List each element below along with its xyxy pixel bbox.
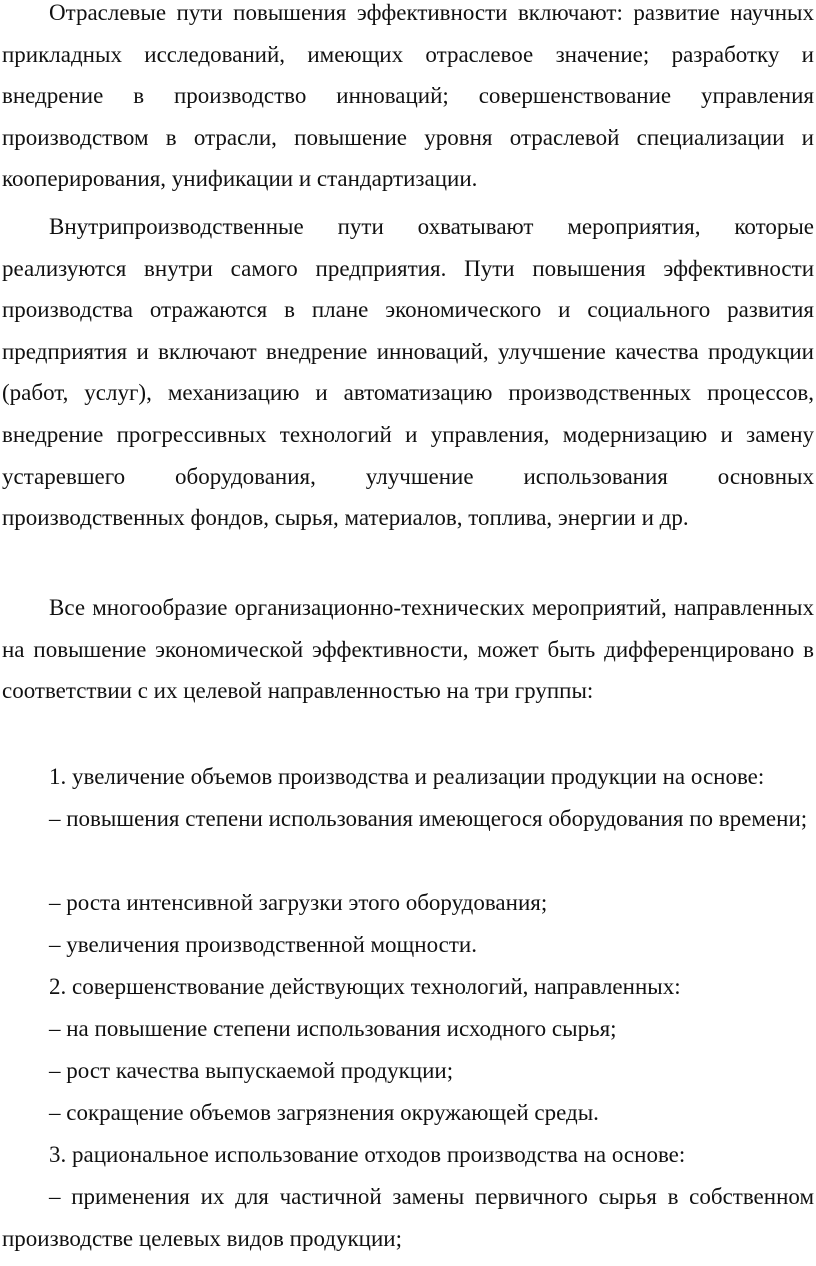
group-3-item: – применения их для частичной замены первичного сырья в собственном производстве целевых видов продукции; [2,1184,814,1251]
paragraph-internal-ways: Внутрипроизводственные пути охватывают мероприятия, которые реализуются внутри самого предприятия. Пути повышения эффективности производства отражаются в плане экономического и социального развития предприятия и включают внедрение инноваций, улучшение качества продукции (работ, услуг), механизацию и автоматизацию производственных процессов, внедрение прогрессивных технологий и управления, модернизацию и замену устаревшего оборудования, улучшение использования основных производственных фондов, сырья, материалов, топлива, энергии и др. [2,214,814,531]
group-1-item: – повышения степени использования имеющегося оборудования по времени; [49,806,808,831]
group-2-item: – на повышение степени использования исходного сырья; [49,1016,617,1041]
group-1-item: – увеличения производственной мощности. [49,932,477,957]
paragraph-industry-ways: Отраслевые пути повышения эффективности включают: развитие научных прикладных исследований, имеющих отраслевое значение; разработку и внедрение в производство инноваций; совершенствование управления производством в отрасли, повышение уровня отраслевой специализации и кооперирования, унификации и стандартизации. [2,0,814,192]
group-2-item: – рост качества выпускаемой продукции; [49,1058,454,1083]
group-3-heading: 3. рациональное использование отходов производства на основе: [49,1142,686,1167]
group-2-item: – сокращение объемов загрязнения окружающей среды. [49,1100,599,1125]
paragraph-three-groups: Все многообразие организационно-технических мероприятий, направленных на повышение экономической эффективности, может быть дифференцировано в соответствии с их целевой направленностью на три группы: [2,595,814,704]
group-1-item: – роста интенсивной загрузки этого оборудования; [49,890,548,915]
group-2-heading: 2. совершенствование действующих технологий, направленных: [49,974,681,999]
group-1-heading: 1. увеличение объемов производства и реализации продукции на основе: [49,764,765,789]
